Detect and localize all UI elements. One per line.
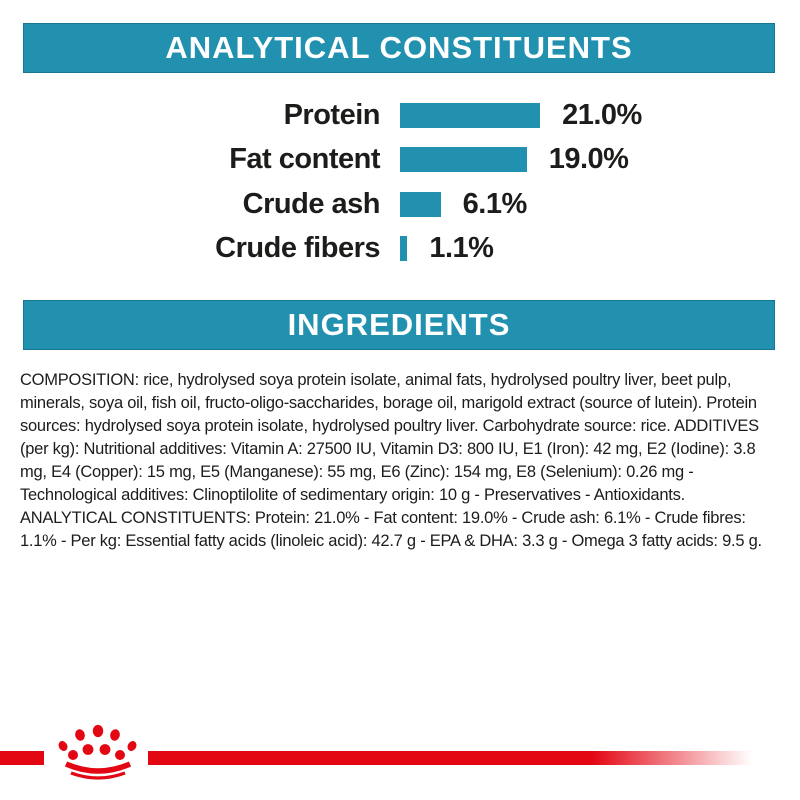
ingredients-banner [23,300,775,350]
ingredients-title: INGREDIENTS [287,307,511,342]
chart-bar [400,236,407,261]
chart-bar [400,103,540,128]
crown-logo-container [44,719,148,783]
chart-row-fat-content [0,138,800,183]
chart-value-label: 6.1% [462,187,527,220]
analytical-constituents-title: ANALYTICAL CONSTITUENTS [165,30,633,65]
chart-value-label: 1.1% [429,232,494,265]
royal-canin-crown-icon [52,723,144,781]
chart-value-label: 19.0% [548,143,629,176]
chart-bar [400,147,527,172]
chart-category-label: Fat content [229,143,380,176]
chart-category-label: Protein [283,98,380,131]
chart-category-label: Crude ash [242,187,380,220]
chart-row-crude-fibers [0,227,800,272]
chart-row-crude-ash [0,182,800,227]
chart-category-label: Crude fibers [215,232,380,265]
chart-value-label: 21.0% [562,98,642,131]
analytical-constituents-banner [23,23,775,73]
chart-bar [400,192,441,217]
composition-text: COMPOSITION: rice, hydrolysed soya protein isolate, animal fats, hydrolysed poultry liver, beet pulp, minerals, soya oil, fish oil, fructo-oligo-saccharides, borage oil, marigold extract (source of lutein). Protein sources: hydrolysed soya protein isolate, hydrolysed poultry liver. Carbohydrate source: rice. ADDITIVES (per kg): Nutritional additives: Vitamin A: 27500 IU, Vitamin D3: 800 IU, E1 (Iron): 42 mg, E2 (Iodine): 3.8 mg, E4 (Copper): 15 mg, E5 (Manganese): 55 mg, E6 (Zinc): 154 mg, E8 (Selenium): 0.26 mg - Technological additives: Clinoptilolite of sedimentary origin: 10 g - Preservatives - Antioxidants. ANALYTICAL CONSTITUENTS: Protein: 21.0% - Fat content: 19.0% - Crude ash: 6.1% - Crude fibres: 1.1% - Per kg: Essential fatty acids (linoleic acid): 42.7 g - EPA & DHA: 3.3 g - Omega 3 fatty acids: 9.5 g. [20,371,762,550]
analytical-constituents-chart [0,93,800,271]
chart-row-protein [0,93,800,138]
